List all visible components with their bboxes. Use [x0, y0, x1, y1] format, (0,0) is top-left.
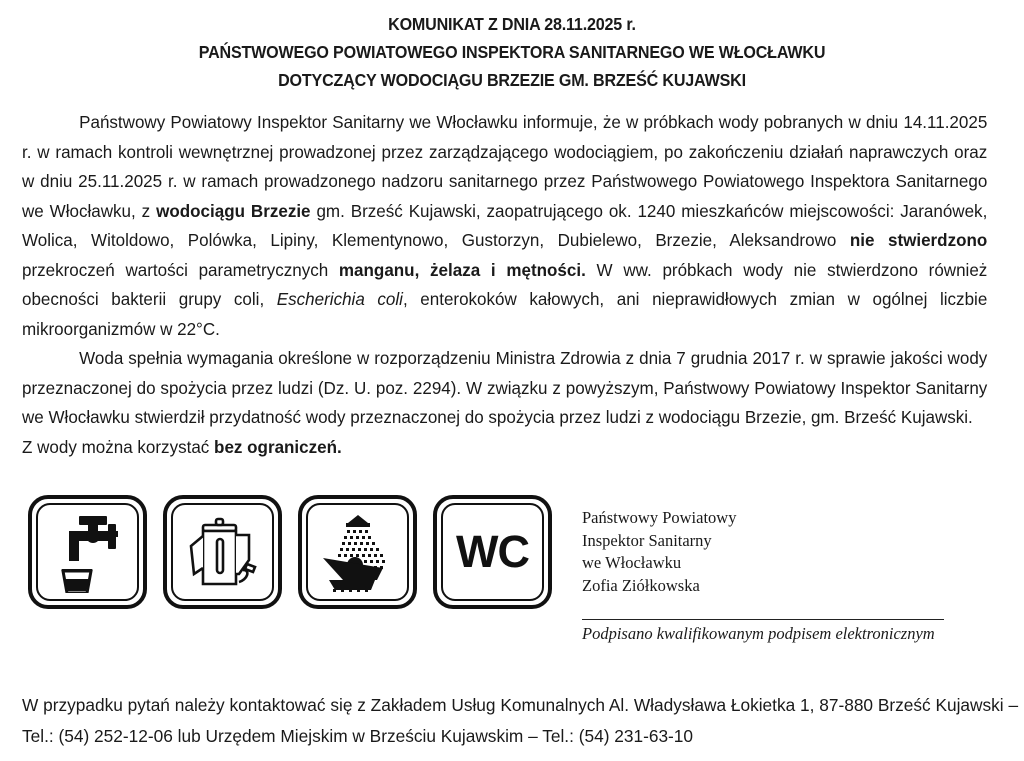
paragraph-1-segment-2: gm. Brześć Kujawski, zaopatrującego ok. 1240 mieszkańców miejscowości: Jaranówek, Wolica, Witoldowo, Polówka, Lipiny, Klementynowo, Gustorzyn, Dubielewo, Brzezie, Aleksandrowo	[22, 200, 988, 250]
paragraph-2: Woda spełnia wymagania określone w rozporządzeniu Ministra Zdrowia z dnia 7 grudnia 2017 r. w sprawie jakości wody przeznaczonej do spożycia przez ludzi (Dz. U. poz. 2294). W związku z powyższym, Państwowy Powiatowy Inspektor Sanitarny we Włocławku stwierdził przydatność wody przeznaczonej do spożycia przez ludzi z wodociągu Brzezie, gm. Brześć Kujawski.	[22, 348, 988, 427]
signature-line-4: Zofia Ziółkowska	[582, 575, 700, 595]
paragraph-3-bold-bez-ograniczen: bez ograniczeń.	[214, 436, 342, 457]
document-title-block	[22, 0, 1002, 94]
electronic-signature-note: Podpisano kwalifikowanym podpisem elektronicznym	[582, 624, 935, 643]
paragraph-1	[22, 108, 987, 344]
signature-line-2: Inspektor Sanitarny	[582, 530, 712, 550]
wc-icon	[433, 495, 552, 609]
tap-with-glass-icon	[28, 495, 147, 609]
wc-icon-label: WC	[456, 526, 529, 577]
page-title-line-1: KOMUNIKAT Z DNIA 28.11.2025 r.	[388, 14, 636, 34]
paragraph-1-italic-escherichia: Escherichia coli	[276, 289, 403, 309]
page-title-line-2: PAŃSTWOWEGO POWIATOWEGO INSPEKTORA SANITARNEGO WE WŁOCŁAWKU	[198, 42, 826, 62]
icons-and-signature-area	[22, 495, 1002, 645]
footer-line-1: W przypadku pytań należy kontaktować się z Zakładem Usług Komunalnych Al. Władysława Łokietka 1, 87-880 Brześć Kujawski –	[22, 695, 1019, 715]
signature-line-1: Państwowy Powiatowy	[582, 508, 737, 527]
paragraph-3-segment-1: Z wody można korzystać	[22, 436, 215, 457]
paragraph-1-segment-3: przekroczeń wartości parametrycznych	[22, 259, 339, 280]
paragraph-1-segment-5: , enterokoków kałowych, ani nieprawidłowych zmian w ogólnej liczbie mikroorganizmów w 22°C.	[22, 289, 988, 339]
bathing-shower-icon	[298, 495, 417, 609]
paragraph-1-bold-wodociag: wodociągu Brzezie	[156, 200, 311, 221]
contact-footer	[22, 690, 1019, 752]
signature-block	[582, 495, 962, 645]
paragraph-1-bold-nie-stwierdzono: nie stwierdzono	[849, 230, 988, 250]
paragraph-1-bold-parametry: manganu, żelaza i mętności.	[338, 259, 586, 280]
document-body	[22, 108, 1002, 462]
kettle-icon	[163, 495, 282, 609]
signature-name-lines	[582, 507, 962, 597]
signature-line-3: we Włocławku	[582, 553, 682, 572]
page-title-line-3: DOTYCZĄCY WODOCIĄGU BRZEZIE GM. BRZEŚĆ KUJAWSKI	[278, 70, 746, 90]
footer-line-2: Tel.: (54) 252-12-06 lub Urzędem Miejskim w Brześciu Kujawskim – Tel.: (54) 231-63-10	[22, 726, 694, 746]
pictogram-strip	[22, 495, 552, 609]
paragraph-1-segment-4: W ww. próbkach wody nie stwierdzono również obecności bakterii grupy coli,	[22, 259, 988, 309]
paragraph-3	[22, 433, 987, 463]
paragraph-1-segment-1: Państwowy Powiatowy Inspektor Sanitarny we Włocławku informuje, że w próbkach wody pobranych w dniu 14.11.2025 r. w ramach kontroli wewnętrznej prowadzonej przez zarządzającego wodociągiem, po zakończeniu działań naprawczych oraz w dniu 25.11.2025 r. w ramach prowadzonego nadzoru sanitarnego przez Państwowego Powiatowego Inspektora Sanitarnego we Włocławku, z	[22, 112, 988, 221]
